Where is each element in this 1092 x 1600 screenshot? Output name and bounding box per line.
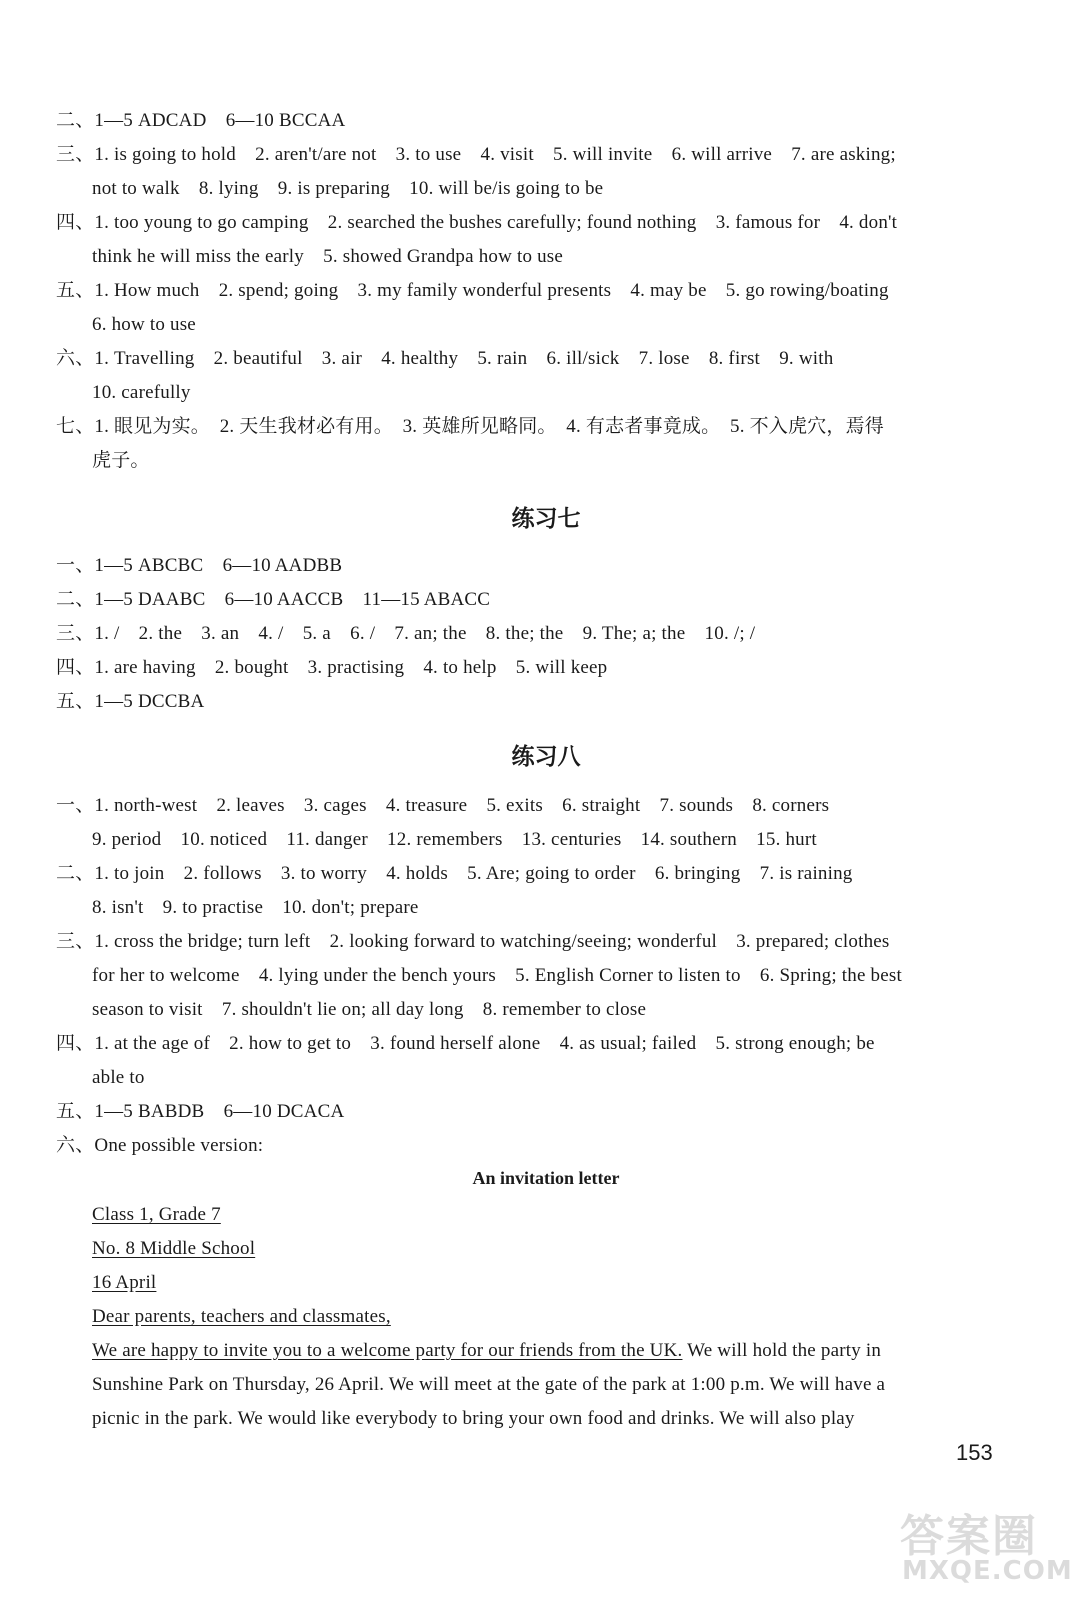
letter-address-line: Class 1, Grade 7: [92, 1204, 221, 1225]
letter-address-line: No. 8 Middle School: [92, 1238, 256, 1259]
letter-date: 16 April: [92, 1272, 157, 1293]
answer-line: 四、1. at the age of 2. how to get to 3. found herself alone 4. as usual; failed 5. strong enough; be: [56, 1033, 875, 1054]
answer-line: 六、1. Travelling 2. beautiful 3. air 4. healthy 5. rain 6. ill/sick 7. lose 8. first 9. with: [56, 348, 834, 369]
answer-line: 6. how to use: [92, 314, 196, 335]
answer-line: 四、1. are having 2. bought 3. practising 4. to help 5. will keep: [56, 657, 608, 678]
letter-greeting: Dear parents, teachers and classmates,: [92, 1306, 391, 1327]
answer-line: 一、1—5 ABCBC 6—10 AADBB: [56, 555, 343, 576]
section-title-7: 练习七: [511, 506, 581, 532]
answer-line: 二、1. to join 2. follows 3. to worry 4. holds 5. Are; going to order 6. bringing 7. is raining: [56, 863, 853, 884]
answer-line: not to walk 8. lying 9. is preparing 10. will be/is going to be: [92, 178, 604, 199]
letter-body-line: Sunshine Park on Thursday, 26 April. We will meet at the gate of the park at 1:00 p.m. We will have a: [92, 1374, 886, 1395]
letter-title: An invitation letter: [472, 1168, 620, 1188]
answer-line: 10. carefully: [92, 382, 191, 403]
answer-line: 三、1. / 2. the 3. an 4. / 5. a 6. / 7. an; the 8. the; the 9. The; a; the 10. /; /: [56, 623, 756, 644]
page-number: 153: [956, 1440, 993, 1465]
answer-line: 七、1. 眼见为实。 2. 天生我材必有用。 3. 英雄所见略同。 4. 有志者事竟成。 5. 不入虎穴，焉得: [56, 416, 885, 437]
answer-line: think he will miss the early 5. showed Grandpa how to use: [92, 246, 564, 267]
letter-body-line: [56, 1334, 996, 1368]
answer-line: able to: [92, 1067, 145, 1088]
answer-line: 四、1. too young to go camping 2. searched the bushes carefully; found nothing 3. famous for 4. don't: [56, 212, 898, 233]
invitation-letter: [56, 1198, 996, 1436]
watermark-logo: [890, 1500, 1080, 1595]
answer-line: 9. period 10. noticed 11. danger 12. remembers 13. centuries 14. southern 15. hurt: [92, 829, 817, 850]
answer-line: 三、1. is going to hold 2. aren't/are not 3. to use 4. visit 5. will invite 6. will arrive 7. are asking;: [56, 144, 896, 165]
answer-line: 二、1—5 DAABC 6—10 AACCB 11—15 ABACC: [56, 589, 491, 610]
section-8-answers: [56, 789, 996, 1163]
answer-line: 8. isn't 9. to practise 10. don't; prepare: [92, 897, 419, 918]
section-title-8: 练习八: [511, 744, 581, 770]
answer-line: 二、1—5 ADCAD 6—10 BCCAA: [56, 110, 346, 131]
section-7-answers: [56, 549, 996, 719]
answer-line: 虎子。: [92, 450, 150, 471]
letter-body-underlined: We are happy to invite you to a welcome party for our friends from the UK.: [92, 1340, 683, 1361]
answer-line: 五、1—5 BABDB 6—10 DCACA: [56, 1101, 345, 1122]
previous-exercise-answers: [56, 104, 996, 478]
answer-line: season to visit 7. shouldn't lie on; all day long 8. remember to close: [92, 999, 647, 1020]
answer-line: 五、1—5 DCCBA: [56, 691, 205, 712]
letter-body-line: picnic in the park. We would like everybody to bring your own food and drinks. We will also play: [92, 1408, 855, 1429]
answer-line: for her to welcome 4. lying under the bench yours 5. English Corner to listen to 6. Spring; the best: [92, 965, 902, 986]
watermark-text: 答案圈: [900, 1511, 1038, 1562]
answer-line: 六、One possible version:: [56, 1135, 264, 1156]
answer-line: 五、1. How much 2. spend; going 3. my family wonderful presents 4. may be 5. go rowing/boating: [56, 280, 889, 301]
answer-line: 一、1. north-west 2. leaves 3. cages 4. treasure 5. exits 6. straight 7. sounds 8. corners: [56, 795, 830, 816]
watermark-url: MXQE.COM: [902, 1556, 1073, 1586]
answer-line: 三、1. cross the bridge; turn left 2. looking forward to watching/seeing; wonderful 3. prepared; clothes: [56, 931, 890, 952]
letter-body-text: We will hold the party in: [682, 1340, 882, 1361]
